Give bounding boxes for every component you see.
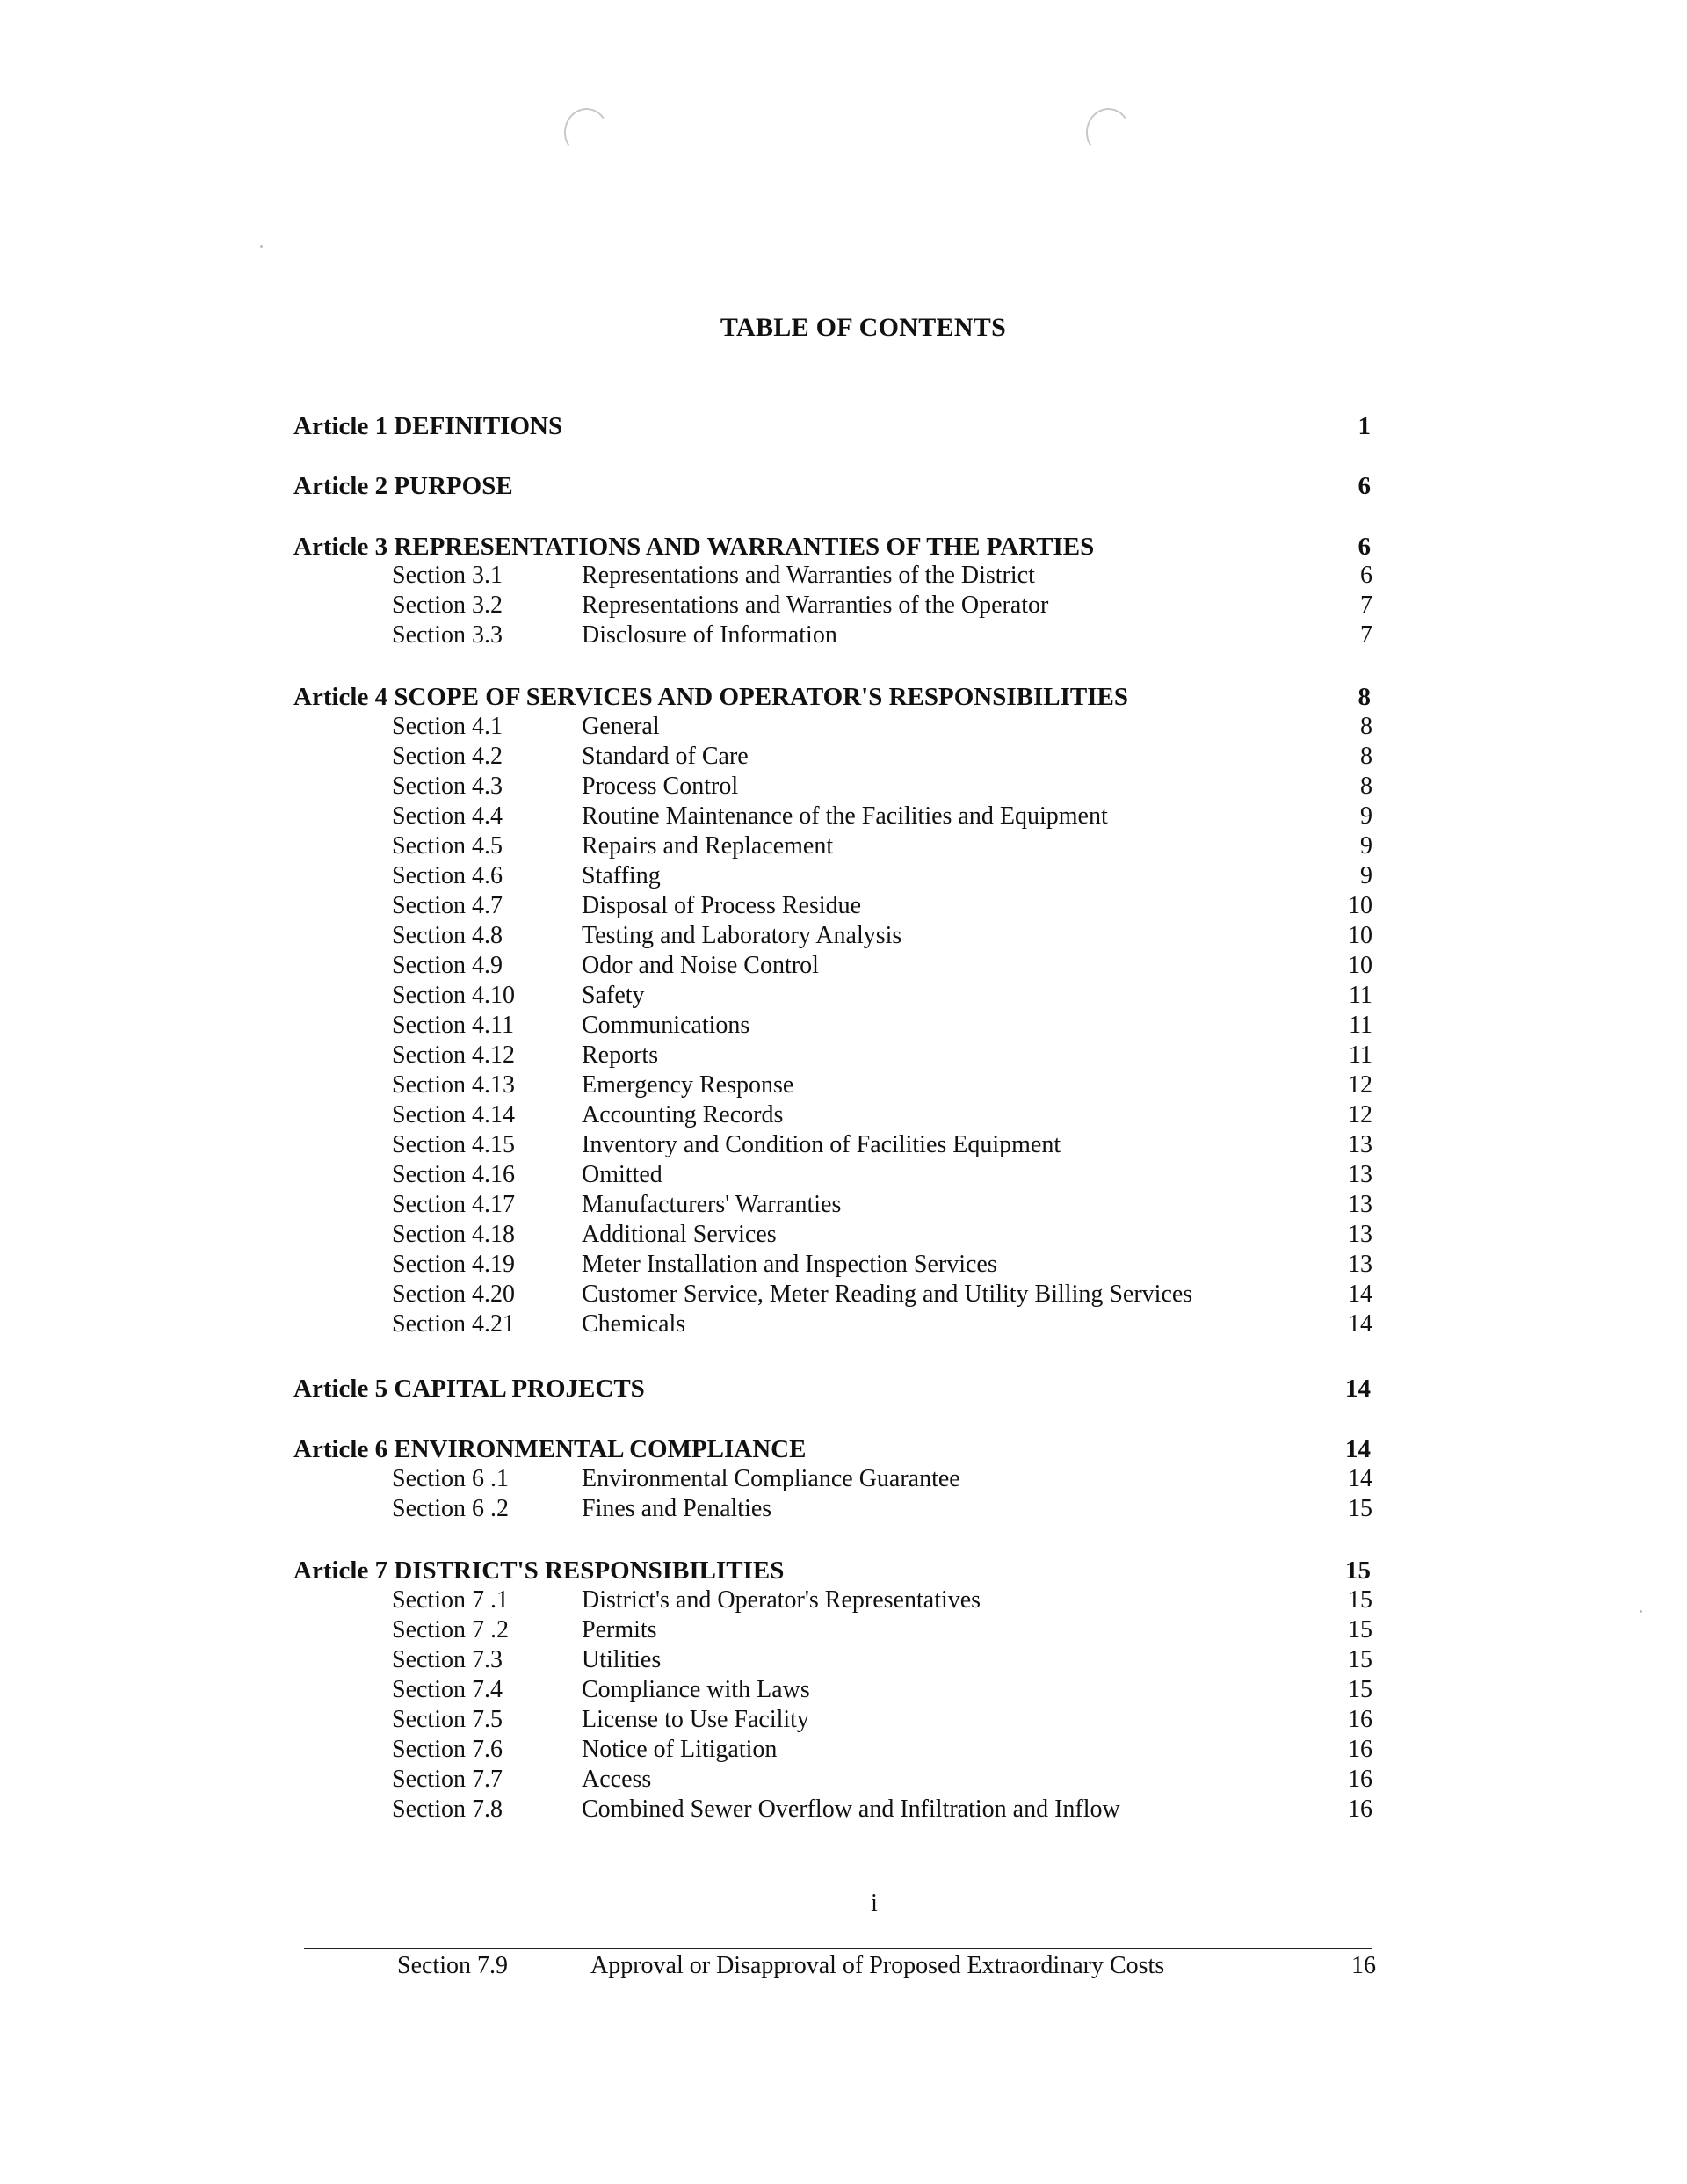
section-number: Section 4.16 [392,1161,515,1188]
article-page: 14 [1345,1435,1371,1463]
section-title: Manufacturers' Warranties [582,1191,842,1218]
section-title: Repairs and Replacement [582,832,834,860]
section-number: Section 3.2 [392,591,503,619]
article-page: 6 [1358,533,1371,561]
article-label: Article 6 ENVIRONMENTAL COMPLIANCE [293,1435,807,1463]
section-number: Section 4.9 [392,952,503,979]
article-label: Article 3 REPRESENTATIONS AND WARRANTIES OF THE PARTIES [293,533,1095,561]
toc-section-row [392,1100,1372,1130]
article-label: Article 1 DEFINITIONS [293,412,563,440]
toc-section-row [392,802,1372,831]
section-number: Section 7.3 [392,1646,503,1673]
section-title: District's and Operator's Representatives [582,1586,981,1614]
toc-section-row [392,1310,1372,1339]
toc-section-row [392,1190,1372,1220]
section-page: 15 [1348,1676,1372,1703]
section-page: 13 [1348,1161,1372,1188]
section-page: 8 [1360,743,1372,770]
section-page: 14 [1348,1281,1372,1308]
section-page: 13 [1348,1251,1372,1278]
section-page: 9 [1360,862,1372,889]
section-title: Additional Services [582,1221,777,1248]
section-page: 13 [1348,1221,1372,1248]
section-number: Section 4.21 [392,1310,515,1338]
toc-section-row [392,1585,1372,1615]
section-page: 15 [1348,1495,1372,1522]
toc-article [293,1433,1371,1465]
toc-section-row [397,1951,1376,1981]
section-title: Meter Installation and Inspection Services [582,1251,997,1278]
section-number: Section 4.10 [392,982,515,1009]
footer-rule [304,1948,1372,1949]
section-title: Safety [582,982,645,1009]
toc-article [293,681,1371,713]
toc-section-row [392,1615,1372,1645]
section-number: Section 4.8 [392,922,503,949]
section-page: 11 [1349,982,1372,1009]
section-page: 15 [1348,1586,1372,1614]
punch-hole-right [1082,105,1134,159]
section-number: Section 6 .2 [392,1495,509,1522]
toc-section-row [392,1735,1372,1765]
toc-section-row [392,1645,1372,1675]
section-title: Combined Sewer Overflow and Infiltration and Inflow [582,1796,1120,1823]
section-page: 10 [1348,952,1372,979]
section-number: Section 7.5 [392,1706,503,1733]
toc-section-row [392,742,1372,772]
section-title: Customer Service, Meter Reading and Utility Billing Services [582,1281,1193,1308]
section-page: 9 [1360,802,1372,830]
toc-section-row [392,1130,1372,1160]
article-page: 14 [1345,1375,1371,1403]
section-title: Access [582,1766,652,1793]
toc-section-row [392,712,1372,742]
section-title: Fines and Penalties [582,1495,772,1522]
section-title: Disposal of Process Residue [582,892,862,919]
toc-section-row [392,1280,1372,1310]
section-title: Process Control [582,773,739,800]
section-title: Notice of Litigation [582,1736,778,1763]
toc-section-row [392,921,1372,951]
toc-section-row [392,951,1372,981]
section-number: Section 7.6 [392,1736,503,1763]
section-title: Emergency Response [582,1071,794,1099]
section-number: Section 4.1 [392,713,503,740]
toc-article [293,1373,1371,1404]
section-page: 15 [1348,1646,1372,1673]
article-label: Article 2 PURPOSE [293,472,513,500]
section-number: Section 4.15 [392,1131,515,1158]
section-page: 13 [1348,1191,1372,1218]
toc-article [293,410,1371,442]
section-number: Section 4.17 [392,1191,515,1218]
section-number: Section 4.4 [392,802,503,830]
toc-section-row [392,620,1372,650]
section-page: 16 [1348,1796,1372,1823]
section-page: 10 [1348,922,1372,949]
toc-section-row [392,981,1372,1011]
section-page: 16 [1348,1766,1372,1793]
toc-section-row [392,1675,1372,1705]
section-number: Section 4.18 [392,1221,515,1248]
section-title: Utilities [582,1646,662,1673]
section-number: Section 4.5 [392,832,503,860]
section-number: Section 4.13 [392,1071,515,1099]
section-title: Disclosure of Information [582,621,837,649]
section-number: Section 4.19 [392,1251,515,1278]
section-page: 12 [1348,1101,1372,1128]
toc-article [293,531,1371,562]
section-number: Section 7.4 [392,1676,503,1703]
toc-section-row [392,861,1372,891]
toc-section-row [392,1220,1372,1250]
section-page: 6 [1360,562,1372,589]
toc-section-row [392,561,1372,591]
section-title: Omitted [582,1161,662,1188]
section-number: Section 7 .2 [392,1616,509,1643]
section-title: Testing and Laboratory Analysis [582,922,902,949]
section-title: Representations and Warranties of the Operator [582,591,1049,619]
section-number: Section 6 .1 [392,1465,509,1492]
section-number: Section 4.12 [392,1041,515,1069]
article-page: 15 [1345,1556,1371,1585]
section-number: Section 7.8 [392,1796,503,1823]
toc-section-row [392,1250,1372,1280]
section-page: 8 [1360,713,1372,740]
article-label: Article 5 CAPITAL PROJECTS [293,1375,645,1403]
article-label: Article 4 SCOPE OF SERVICES AND OPERATOR'S RESPONSIBILITIES [293,683,1128,711]
section-number: Section 3.1 [392,562,503,589]
toc-article [293,470,1371,502]
section-number: Section 4.6 [392,862,503,889]
section-number: Section 4.7 [392,892,503,919]
section-title: Inventory and Condition of Facilities Equipment [582,1131,1061,1158]
section-page: 16 [1348,1736,1372,1763]
article-page: 8 [1358,683,1371,711]
section-title: Chemicals [582,1310,686,1338]
section-page: 8 [1360,773,1372,800]
toc-section-row [392,1041,1372,1070]
section-number: Section 4.11 [392,1012,514,1039]
section-number: Section 4.14 [392,1101,515,1128]
article-label: Article 7 DISTRICT'S RESPONSIBILITIES [293,1556,785,1585]
toc-section-row [392,772,1372,802]
section-title: Representations and Warranties of the District [582,562,1035,589]
section-title: Permits [582,1616,657,1643]
section-title: Routine Maintenance of the Facilities and Equipment [582,802,1108,830]
section-page: 16 [1351,1952,1376,1979]
page-title: TABLE OF CONTENTS [720,313,1007,342]
section-number: Section 4.20 [392,1281,515,1308]
section-title: Staffing [582,862,661,889]
section-title: Environmental Compliance Guarantee [582,1465,960,1492]
section-title: Approval or Disapproval of Proposed Extraordinary Costs [590,1952,1165,1979]
section-number: Section 7.9 [397,1952,508,1979]
toc-section-row [392,1160,1372,1190]
section-number: Section 7 .1 [392,1586,509,1614]
section-number: Section 4.2 [392,743,503,770]
section-title: Accounting Records [582,1101,784,1128]
punch-hole-left [561,105,612,159]
scan-speck [1640,1610,1642,1613]
section-page: 11 [1349,1012,1372,1039]
toc-section-row [392,591,1372,620]
section-page: 7 [1360,591,1372,619]
section-page: 15 [1348,1616,1372,1643]
toc-section-row [392,831,1372,861]
toc-section-row [392,1795,1372,1825]
toc-section-row [392,1011,1372,1041]
section-title: Reports [582,1041,659,1069]
section-number: Section 7.7 [392,1766,503,1793]
section-number: Section 3.3 [392,621,503,649]
section-page: 13 [1348,1131,1372,1158]
section-title: Communications [582,1012,750,1039]
article-page: 1 [1358,412,1371,440]
section-number: Section 4.3 [392,773,503,800]
toc-section-row [392,1070,1372,1100]
scan-speck [260,245,263,248]
section-title: Compliance with Laws [582,1676,810,1703]
page-number: i [871,1890,878,1917]
toc-section-row [392,1765,1372,1795]
section-page: 16 [1348,1706,1372,1733]
toc-section-row [392,1464,1372,1494]
toc-section-row [392,891,1372,921]
section-page: 12 [1348,1071,1372,1099]
section-page: 7 [1360,621,1372,649]
section-page: 11 [1349,1041,1372,1069]
toc-section-row [392,1494,1372,1524]
section-page: 14 [1348,1310,1372,1338]
section-title: License to Use Facility [582,1706,809,1733]
section-title: General [582,713,660,740]
toc-section-row [392,1705,1372,1735]
article-page: 6 [1358,472,1371,500]
section-title: Odor and Noise Control [582,952,819,979]
section-page: 10 [1348,892,1372,919]
section-page: 9 [1360,832,1372,860]
toc-article [293,1555,1371,1586]
section-title: Standard of Care [582,743,749,770]
section-page: 14 [1348,1465,1372,1492]
